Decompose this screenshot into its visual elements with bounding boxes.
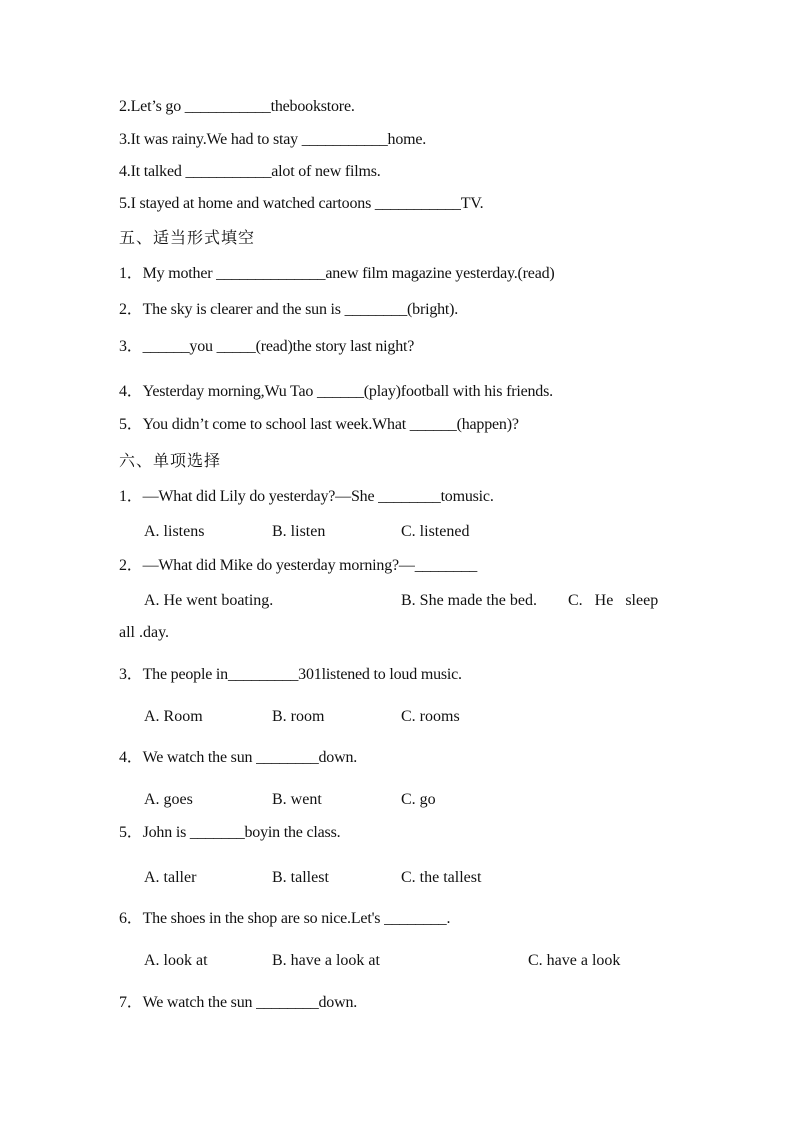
question-5-option-b: B. tallest (272, 869, 329, 886)
form-fill-item-1: 1．My mother ______________anew film magazine yesterday.(read) (119, 265, 555, 282)
question-4-option-c: C. go (401, 791, 436, 808)
question-1-option-b: B. listen (272, 523, 326, 540)
question-6-option-c: C. have a look (528, 952, 621, 969)
section-6-heading: 六、单项选择 (119, 451, 222, 470)
form-fill-item-3: 3．______you _____(read)the story last night? (119, 338, 415, 355)
question-4-option-a: A. goes (144, 791, 193, 808)
fill-blank-item-4: 4.It talked ___________alot of new films. (119, 163, 381, 180)
question-1-option-a: A. listens (144, 523, 205, 540)
question-3-stem: 3．The people in_________301listened to loud music. (119, 666, 462, 683)
question-2-option-c: C. He sleep (568, 592, 659, 609)
question-3-option-c: C. rooms (401, 708, 460, 725)
form-fill-item-4: 4．Yesterday morning,Wu Tao ______(play)football with his friends. (119, 383, 553, 400)
question-1-option-c: C. listened (401, 523, 470, 540)
question-1-stem: 1．—What did Lily do yesterday?—She ________tomusic. (119, 488, 494, 505)
form-fill-item-2: 2．The sky is clearer and the sun is ________(bright). (119, 301, 459, 318)
question-5-option-c: C. the tallest (401, 869, 482, 886)
section-5-heading: 五、适当形式填空 (119, 228, 256, 247)
question-5-stem: 5．John is _______boyin the class. (119, 824, 341, 841)
question-2-stem: 2．—What did Mike do yesterday morning?—________ (119, 557, 478, 574)
question-5-option-a: A. taller (144, 869, 197, 886)
fill-blank-item-5: 5.I stayed at home and watched cartoons ___________TV. (119, 195, 484, 212)
question-3-option-a: A. Room (144, 708, 203, 725)
question-6-option-a: A. look at (144, 952, 208, 969)
question-7-stem: 7．We watch the sun ________down. (119, 994, 358, 1011)
fill-blank-item-3: 3.It was rainy.We had to stay ___________home. (119, 131, 427, 148)
fill-blank-item-2: 2.Let’s go ___________thebookstore. (119, 98, 355, 115)
question-3-option-b: B. room (272, 708, 325, 725)
question-6-stem: 6．The shoes in the shop are so nice.Let's ________. (119, 910, 451, 927)
question-6-option-b: B. have a look at (272, 952, 380, 969)
question-4-stem: 4．We watch the sun ________down. (119, 749, 358, 766)
question-2-option-a: A. He went boating. (144, 592, 274, 609)
question-2-option-b: B. She made the bed. (401, 592, 537, 609)
form-fill-item-5: 5．You didn’t come to school last week.What ______(happen)? (119, 416, 519, 433)
question-4-option-b: B. went (272, 791, 322, 808)
question-2-option-c-wrap: all .day. (119, 624, 170, 641)
